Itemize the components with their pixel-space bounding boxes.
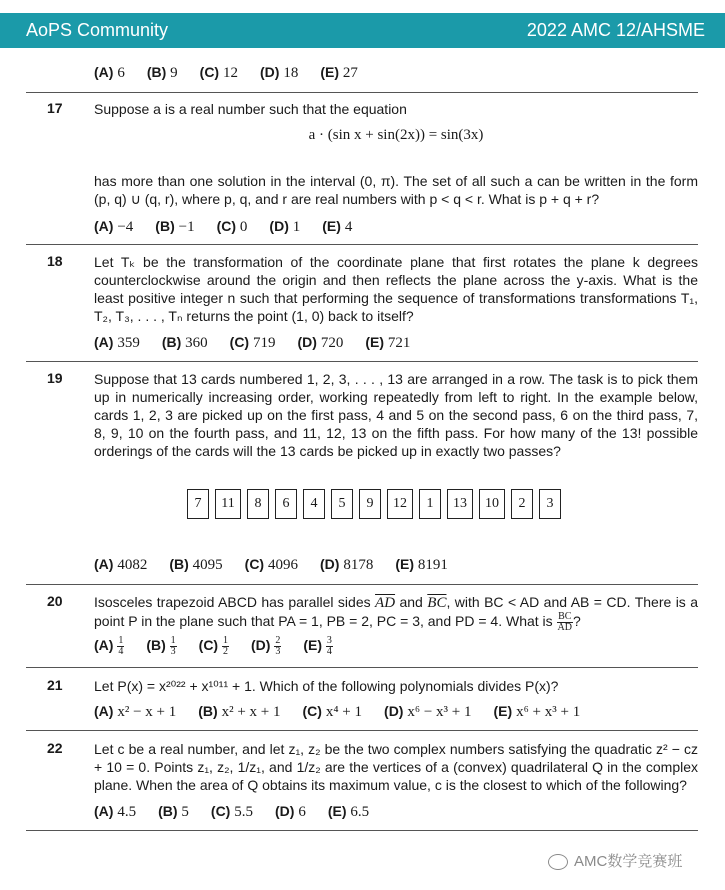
p19-choices bbox=[94, 556, 470, 574]
choice-fraction: $\frac{2}{3}$ bbox=[275, 635, 281, 657]
choice-value: 6 bbox=[117, 65, 125, 81]
p22-choices bbox=[94, 803, 391, 821]
choice-value: 719 bbox=[252, 335, 276, 351]
choice-value: 4 bbox=[344, 219, 353, 235]
answer-choice bbox=[198, 703, 280, 721]
answer-choice bbox=[94, 703, 176, 721]
card: 1 bbox=[419, 489, 441, 519]
problem-17-text: has more than one solution in the interval (0, π). The set of all such a can be written in the form (p, q) ∪ (q, r), where p, q, and r are real numbers with p < q < r. What is p + q + r? bbox=[94, 173, 698, 207]
answer-choice bbox=[320, 64, 358, 82]
card: 4 bbox=[303, 489, 325, 519]
card: 7 bbox=[187, 489, 209, 519]
problem-number: 20 bbox=[47, 593, 63, 609]
p16-choices bbox=[94, 64, 380, 82]
choice-label: (E) bbox=[395, 556, 418, 572]
choice-label: (B) bbox=[146, 64, 171, 80]
card: 13 bbox=[447, 489, 473, 519]
choice-label: (D) bbox=[250, 637, 275, 654]
choice-value: 5 bbox=[181, 804, 189, 820]
answer-choice bbox=[94, 218, 133, 236]
answer-choice bbox=[230, 334, 276, 352]
answer-choice bbox=[94, 334, 140, 352]
answer-choice bbox=[94, 636, 124, 657]
divider bbox=[26, 92, 698, 93]
answer-choice bbox=[211, 803, 253, 821]
answer-choice bbox=[94, 64, 125, 82]
answer-choice bbox=[199, 636, 229, 657]
answer-choice bbox=[251, 636, 281, 657]
card: 3 bbox=[539, 489, 561, 519]
divider bbox=[26, 584, 698, 585]
answer-choice bbox=[320, 556, 373, 574]
answer-choice bbox=[260, 64, 298, 82]
choice-label: (B) bbox=[146, 637, 170, 654]
answer-choice bbox=[275, 803, 306, 821]
choice-label: (E) bbox=[365, 334, 388, 350]
problem-number: 21 bbox=[47, 677, 63, 693]
choice-value: −4 bbox=[117, 219, 134, 235]
problem-18-text: Let Tₖ be the transformation of the coordinate plane that first rotates the plane k degrees counterclockwise around the origin and then reflects the plane across the y-axis. What is the least positive integer n such that performing the sequence of transformations transformations T₁, T₂, T₃, . . . , Tₙ returns the point (1, 0) back to itself? bbox=[94, 254, 698, 324]
choice-label: (C) bbox=[244, 556, 268, 572]
choice-fraction: $\frac{3}{4}$ bbox=[326, 635, 332, 657]
community-title: AoPS Community bbox=[26, 20, 169, 40]
choice-value: x⁶ + x³ + 1 bbox=[516, 704, 581, 720]
answer-choice bbox=[200, 64, 238, 82]
card: 8 bbox=[247, 489, 269, 519]
answer-choice bbox=[365, 334, 410, 352]
problem-number: 22 bbox=[47, 740, 63, 756]
p18-choices bbox=[94, 334, 432, 352]
choice-fraction: $\frac{1}{4}$ bbox=[118, 635, 124, 657]
choice-label: (D) bbox=[384, 703, 408, 719]
answer-choice bbox=[303, 636, 333, 657]
choice-value: 360 bbox=[185, 335, 208, 351]
divider bbox=[26, 361, 698, 362]
choice-value: 720 bbox=[320, 335, 344, 351]
answer-choice bbox=[297, 334, 343, 352]
segment-bc: $\overline{BC}$ bbox=[427, 595, 447, 611]
problem-19-text: Suppose that 13 cards numbered 1, 2, 3, . . . , 13 are arranged in a row. The task is to pick them up in numerically increasing order, working repeatedly from left to right. In the example below, cards 1, 2, 3 are picked up on the first pass, 4 and 5 on the second pass, 6 on the third pass, 7, 8, 9, 10 on the fourth pass, and 11, 12, 13 on the fifth pass. For how many of the 13! possible orderings of the cards will the 13 cards be picked up in exactly two passes? bbox=[94, 371, 698, 459]
choice-value: 4096 bbox=[267, 557, 298, 573]
choice-value: 4082 bbox=[117, 557, 148, 573]
ratio-fraction: $\frac{BC}{AD}$ bbox=[557, 611, 572, 633]
card: 6 bbox=[275, 489, 297, 519]
choice-label: (A) bbox=[94, 637, 118, 654]
choice-label: (E) bbox=[327, 803, 351, 819]
choice-label: (B) bbox=[169, 556, 193, 572]
choice-value: 8178 bbox=[343, 557, 374, 573]
choice-value: 1 bbox=[292, 219, 301, 235]
answer-choice bbox=[269, 218, 300, 236]
answer-choice bbox=[94, 556, 147, 574]
choice-label: (C) bbox=[198, 637, 222, 654]
problem-22-text: Let c be a real number, and let z₁, z₂ be the two complex numbers satisfying the quadratic z² − cz + 10 = 0. Points z₁, z₂, 1/z₁, and 1/z₂ are the vertices of a (convex) quadrilateral Q in the complex plane. When the area of Q obtains its maximum value, c is the closest to which of the following? bbox=[94, 741, 698, 793]
choice-label: (E) bbox=[303, 637, 326, 654]
card: 9 bbox=[359, 489, 381, 519]
card: 12 bbox=[387, 489, 413, 519]
choice-label: (B) bbox=[161, 334, 186, 350]
answer-choice bbox=[169, 556, 222, 574]
answer-choice bbox=[217, 218, 248, 236]
choice-label: (A) bbox=[94, 64, 118, 80]
choice-value: 27 bbox=[342, 65, 358, 81]
problem-number: 17 bbox=[47, 100, 63, 116]
problem-17-intro: Suppose a is a real number such that the equation bbox=[94, 101, 407, 117]
answer-choice bbox=[94, 803, 136, 821]
choice-value: 4095 bbox=[192, 557, 223, 573]
answer-choice bbox=[303, 703, 363, 721]
choice-label: (A) bbox=[94, 803, 118, 819]
divider bbox=[26, 667, 698, 668]
choice-value: 12 bbox=[222, 65, 238, 81]
choice-value: −1 bbox=[178, 219, 195, 235]
choice-label: (A) bbox=[94, 703, 118, 719]
choice-label: (B) bbox=[198, 703, 222, 719]
divider bbox=[26, 730, 698, 731]
card: 10 bbox=[479, 489, 505, 519]
choice-value: 9 bbox=[170, 65, 178, 81]
card: 11 bbox=[215, 489, 241, 519]
answer-choice bbox=[155, 218, 194, 236]
choice-label: (C) bbox=[210, 803, 235, 819]
choice-value: 5.5 bbox=[234, 804, 253, 820]
divider bbox=[26, 830, 698, 831]
problem-21-text: Let P(x) = x²⁰²² + x¹⁰¹¹ + 1. Which of the following polynomials divides P(x)? bbox=[94, 678, 559, 694]
answer-choice bbox=[322, 218, 352, 236]
wechat-icon bbox=[548, 854, 568, 870]
p17-choices bbox=[94, 218, 374, 236]
answer-choice bbox=[494, 703, 581, 721]
answer-choice bbox=[146, 636, 176, 657]
choice-label: (B) bbox=[158, 803, 182, 819]
choice-label: (D) bbox=[274, 803, 299, 819]
choice-value: 0 bbox=[239, 219, 248, 235]
choice-value: 18 bbox=[283, 65, 299, 81]
choice-value: x² + x + 1 bbox=[221, 704, 281, 720]
choice-label: (E) bbox=[320, 64, 343, 80]
choice-fraction: $\frac{1}{3}$ bbox=[170, 635, 176, 657]
choice-value: 359 bbox=[117, 335, 140, 351]
choice-label: (D) bbox=[259, 64, 284, 80]
problem-number: 18 bbox=[47, 253, 63, 269]
p21-choices bbox=[94, 703, 602, 721]
p20-choices bbox=[94, 636, 355, 657]
choice-value: 6 bbox=[298, 804, 306, 820]
choice-label: (D) bbox=[297, 334, 321, 350]
choice-label: (A) bbox=[94, 556, 118, 572]
card: 2 bbox=[511, 489, 533, 519]
answer-choice bbox=[395, 556, 448, 574]
choice-label: (C) bbox=[302, 703, 326, 719]
choice-value: x⁴ + 1 bbox=[325, 704, 363, 720]
choice-value: 721 bbox=[387, 335, 411, 351]
choice-value: 4.5 bbox=[117, 804, 137, 820]
choice-label: (E) bbox=[322, 218, 345, 234]
choice-value: 8191 bbox=[417, 557, 448, 573]
choice-fraction: $\frac{1}{2}$ bbox=[222, 635, 228, 657]
choice-label: (C) bbox=[229, 334, 253, 350]
choice-value: x⁶ − x³ + 1 bbox=[407, 704, 472, 720]
problem-20-text: Isosceles trapezoid ABCD has parallel sides $\overline{AD}$ and $\overline{BC}$, with BC < AD and AB = CD. There is a point P in the plane such that PA = 1, PB = 2, PC = 3, and PD = 4. What is $\frac{BC}{AD}$ ? bbox=[94, 594, 699, 633]
problem-number: 19 bbox=[47, 370, 63, 386]
choice-label: (D) bbox=[269, 218, 293, 234]
contest-title: 2022 AMC 12/AHSME bbox=[526, 20, 705, 40]
choice-label: (C) bbox=[216, 218, 240, 234]
choice-value: x² − x + 1 bbox=[117, 704, 177, 720]
watermark: AMC数学竞赛班 bbox=[548, 850, 682, 871]
choice-value: 6.5 bbox=[350, 804, 370, 820]
choice-label: (D) bbox=[319, 556, 344, 572]
choice-label: (C) bbox=[199, 64, 223, 80]
answer-choice bbox=[147, 64, 178, 82]
answer-choice bbox=[245, 556, 298, 574]
answer-choice bbox=[384, 703, 471, 721]
card: 5 bbox=[331, 489, 353, 519]
choice-label: (A) bbox=[94, 334, 118, 350]
choice-label: (A) bbox=[94, 218, 118, 234]
divider bbox=[26, 244, 698, 245]
segment-ad: $\overline{AD}$ bbox=[375, 595, 396, 611]
problem-17-equation: a · (sin x + sin(2x)) = sin(3x) bbox=[308, 127, 484, 143]
answer-choice bbox=[162, 334, 208, 352]
card-row bbox=[187, 489, 561, 519]
choice-label: (B) bbox=[155, 218, 179, 234]
page-header bbox=[0, 13, 725, 48]
choice-label: (E) bbox=[493, 703, 517, 719]
answer-choice bbox=[328, 803, 369, 821]
answer-choice bbox=[158, 803, 189, 821]
